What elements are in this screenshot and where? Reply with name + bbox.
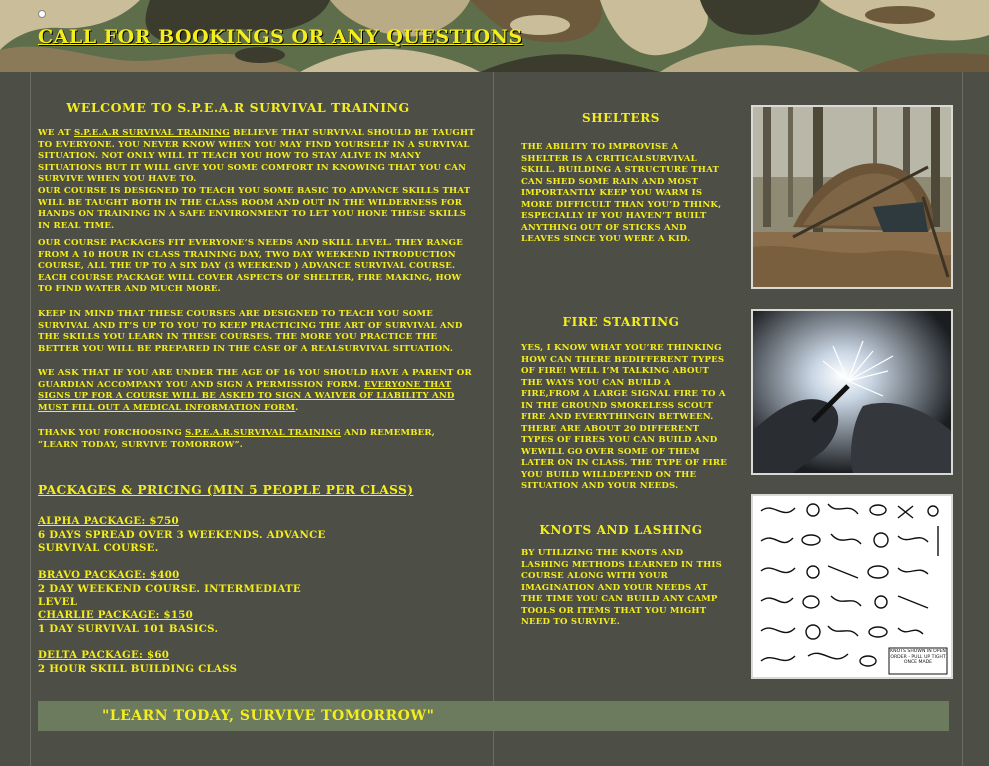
fire-starting-photo [751,309,953,475]
shelters-title: SHELTERS [581,111,661,125]
intro-paragraph [38,128,478,232]
packages-title: PACKAGES & PRICING (MIN 5 PEOPLE PER CLASS) [38,483,414,497]
package-desc: 2 HOUR SKILL BUILDING CLASS [38,662,238,675]
thank-you-company-name: S.P.E.A.R.SURVIVAL TRAINING [185,428,341,438]
package-desc: 6 DAYS SPREAD OVER 3 WEEKENDS. ADVANCE SURVIVAL COURSE. [38,528,326,554]
corner-marker [38,10,46,18]
waiver-requirement-text: EVERYONE THAT SIGNS UP FOR A COURSE WILL BE ASKED TO SIGN A WAIVER OF LIABILITY AND MUST FILL OUT A MEDICAL INFORMATION FORM [38,379,455,413]
center-fold-line [493,72,494,766]
knots-text: BY UTILIZING THE KNOTS AND LASHING METHODS LEARNED IN THIS COURSE ALONG WITH YOUR IMAGINATION AND YOUR NEEDS AT THE TIME YOU CAN BUILD ANY CAMP TOOLS OR ITEMS THAT YOU MIGHT NEED TO SURVIVE. [521,548,723,627]
intro-course-design: OUR COURSE IS DESIGNED TO TEACH YOU SOME BASIC TO ADVANCE SKILLS THAT WILL BE TAUGHT BOTH IN THE CLASS ROOM AND OUT IN THE WILDERNESS FOR HANDS ON TRAINING IN A SAFE ENVIRONMENT TO LET YOU HONE THESE SKILLS IN REAL TIME. [38,185,471,231]
age-requirement-text: WE ASK THAT IF YOU ARE UNDER THE AGE OF 16 YOU SHOULD HAVE A PARENT OR GUARDIAN ACCOMPANY YOU AND SIGN A PERMISSION FORM. [38,368,472,390]
intro-text-rest: BELIEVE THAT SURVIVAL SHOULD BE TAUGHT TO EVERYONE. YOU NEVER KNOW WHEN YOU MAY FIND YOURSELF IN A SURVIVAL SITUATION. NOT ONLY WILL IT TEACH YOU HOW TO STAY ALIVE IN MANY SITUATIONS BUT IT WILL GIVE YOU SOME COMFORT IN KNOWING THAT YOU CAN SURVIVE WHEN YOU HAVE TO. [38,128,475,185]
welcome-title: WELCOME TO S.P.E.A.R SURVIVAL TRAINING [66,100,410,115]
waiver-period: . [295,402,299,413]
thank-you-slogan: “LEARN TODAY, SURVIVE TOMORROW”. [38,439,244,450]
thank-you-remember: AND REMEMBER, [340,428,435,438]
right-border-line [962,72,963,766]
intro-company-name: S.P.E.A.R SURVIVAL TRAINING [73,128,230,138]
fire-text: YES, I KNOW WHAT YOU’RE THINKING HOW CAN THERE BEDIFFERENT TYPES OF FIRE! WELL I’M TALKING ABOUT THE WAYS YOU CAN BUILD A FIRE,FROM A LARGE SIGNAL FIRE TO A IN THE GROUND SMOKELESS SCOUT FIRE AND EVERYTHINGIN BETWEEN. THERE ARE ABOUT 20 DIFFERENT TYPES OF FIRES YOU CAN BUILD AND WEWILL GO OVER SOME OF THEM LATER ON IN CLASS. THE TYPE OF FIRE YOU BUILD WILLDEPEND ON THE SITUATION AND YOUR NEEDS. [521,343,727,491]
knots-diagram-image [751,494,953,679]
header-title: CALL FOR BOOKINGS OR ANY QUESTIONS [38,26,523,48]
package-name: BRAVO PACKAGE: $400 [38,569,180,581]
package-delta [38,649,338,676]
package-desc: 2 DAY WEEKEND COURSE. INTERMEDIATE LEVEL [38,582,301,608]
knots-title: KNOTS AND LASHING [539,523,703,537]
packages-coverage-text: EACH COURSE PACKAGE WILL COVER ASPECTS OF SHELTER, FIRE MAKING, HOW TO FIND WATER AND MUCH MORE. [38,272,462,295]
fire-title: FIRE STARTING [562,315,680,329]
intro-text-start: WE AT [38,128,74,138]
packages-overview-text: OUR COURSE PACKAGES FIT EVERYONE’S NEEDS AND SKILL LEVEL. THEY RANGE FROM A 10 HOUR IN CLASS TRAINING DAY, TWO DAY WEEKEND INTRODUCTION COURSE, ALL THE UP TO A SIX DAY (3 WEEKEND ) ADVANCE SURVIVAL COURSE. [38,238,463,272]
shelter-photo [751,105,953,289]
knots-chart-note: KNOTS SHOWN IN OPEN ORDER - PULL UP TIGHT ONCE MADE [890,649,946,666]
practice-paragraph: KEEP IN MIND THAT THESE COURSES ARE DESIGNED TO TEACH YOU SOME SURVIVAL AND IT’S UP TO YOU TO KEEP PRACTICING THE ART OF SURVIVAL AND THE SKILLS YOU LEARN IN THESE COURSES. THE MORE YOU PRACTICE THE BETTER YOU WILL BE PREPARED IN THE CASE OF A REALSURVIVAL SITUATION. [38,309,463,354]
thank-you-paragraph [38,428,478,451]
package-charlie [38,609,338,636]
packages-overview-paragraph [38,238,478,296]
footer-slogan: "LEARN TODAY, SURVIVE TOMORROW" [102,708,435,724]
package-name: DELTA PACKAGE: $60 [38,649,170,661]
package-name: CHARLIE PACKAGE: $150 [38,609,194,621]
package-name: ALPHA PACKAGE: $750 [38,515,179,527]
package-bravo [38,569,338,610]
age-waiver-paragraph [38,368,478,414]
package-alpha [38,515,338,556]
thank-you-text: THANK YOU FORCHOOSING [38,428,186,438]
package-desc: 1 DAY SURVIVAL 101 BASICS. [38,622,219,635]
left-border-line [30,72,31,766]
shelters-text: THE ABILITY TO IMPROVISE A SHELTER IS A CRITICALSURVIVAL SKILL. BUILDING A STRUCTURE THAT CAN SHED SOME RAIN AND MOST IMPORTANTLY KEEP YOU WARM IS MORE DIFFICULT THAN YOU’D THINK, ESPECIALLY IF YOU HAVEN’T BUILT ANYTHING OUT OF STICKS AND LEAVES SINCE YOU WERE A KID. [521,142,722,244]
